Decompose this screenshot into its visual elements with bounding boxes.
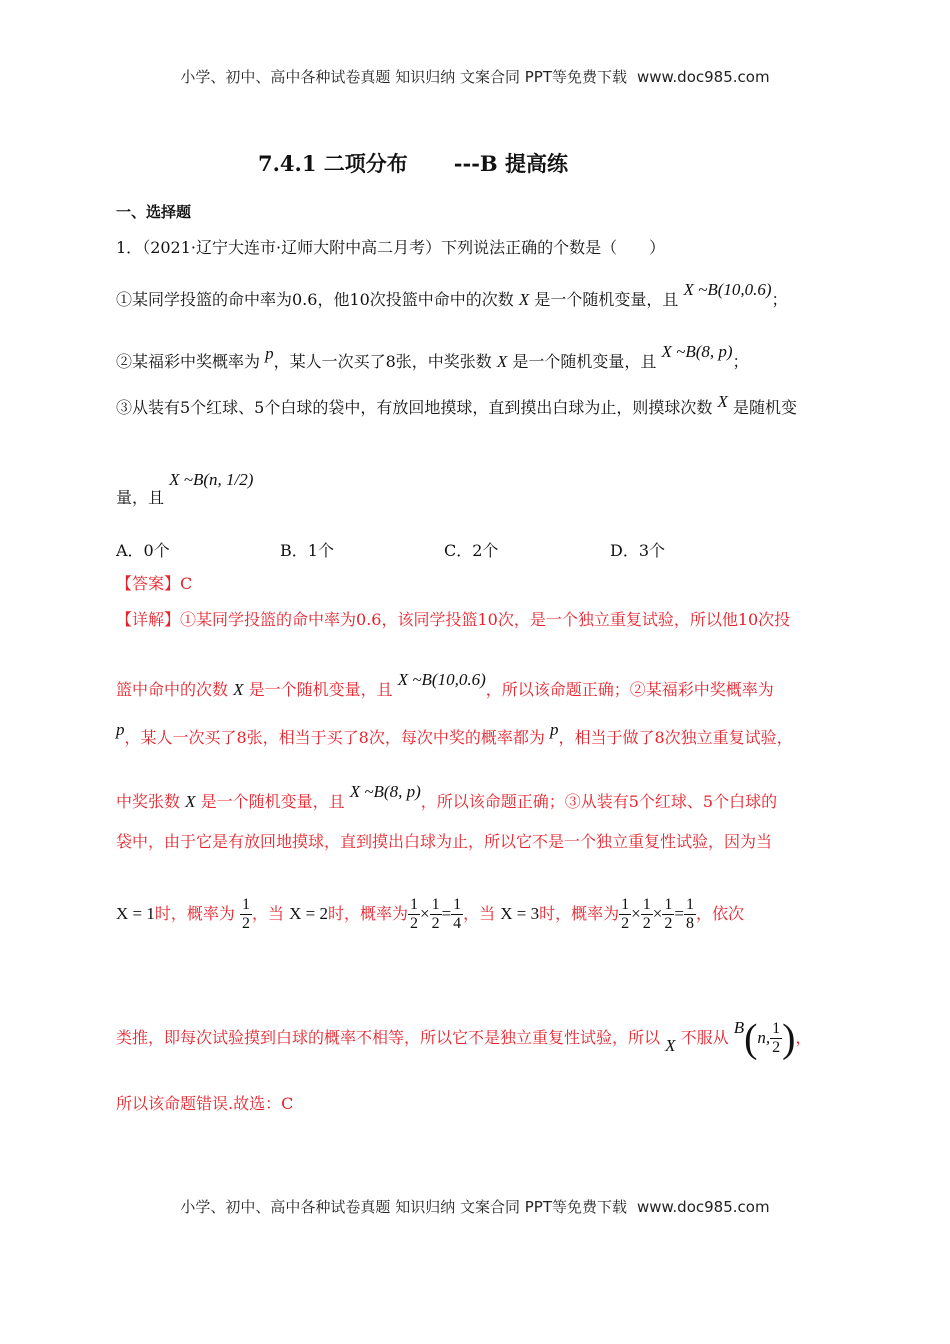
header-url[interactable]: www.doc985.com	[636, 68, 770, 86]
option-a[interactable]: A．0个	[116, 541, 170, 560]
paren-right: )	[782, 1015, 796, 1061]
detail-l4c: ，所以该命题正确；③从装有5个红球、5个白球的	[420, 792, 778, 811]
section-heading: 一、选择题	[116, 203, 192, 221]
footer-url[interactable]: www.doc985.com	[636, 1198, 770, 1216]
item3-text-a: ③从装有5个红球、5个白球的袋中，有放回地摸球，直到摸出白球为止，则摸球次数	[116, 398, 713, 417]
var-x: X	[518, 290, 530, 309]
detail-line-7	[116, 1008, 812, 1066]
question-stem-text: （2021·辽宁大连市·辽师大附中高二月考）下列说法正确的个数是（ ）	[142, 238, 666, 257]
fraction-one-quarter: $\frac{1}{4}$	[453, 896, 462, 932]
var-p: p	[549, 720, 559, 739]
detail-line-5: 袋中，由于它是有放回地摸球，直到摸出白球为止，所以它不是一个独立重复性试验，因为当	[116, 832, 773, 851]
detail-l2b: 是一个随机变量，且	[248, 680, 393, 699]
option-b[interactable]: B．1个	[280, 541, 334, 560]
detail-formula-1: X ~B(10,0.6)	[397, 670, 486, 689]
var-x: X	[233, 680, 244, 699]
detail-l7c: ，	[795, 1028, 812, 1047]
detail-tag: 【详解】	[116, 610, 181, 629]
question-item-3-cont	[116, 460, 253, 518]
fraction-one-half: $\frac{1}{2}$	[409, 896, 418, 932]
answer-line	[116, 574, 192, 594]
option-d[interactable]: D．3个	[610, 541, 666, 560]
fraction-one-half: $\frac{1}{2}$	[772, 1020, 781, 1056]
page-header	[0, 66, 950, 87]
question-stem	[116, 238, 665, 258]
fraction-one-half: $\frac{1}{2}$	[241, 896, 250, 932]
formula-x-eq-3: X = 3	[500, 904, 540, 923]
question-item-3	[116, 392, 797, 418]
var-x: X	[717, 392, 728, 411]
detail-line-1	[116, 610, 790, 630]
detail-l2a: 篮中命中的次数	[116, 680, 229, 699]
item2-text-c: 是一个随机变量，且	[512, 352, 657, 371]
question-number: 1．	[116, 238, 143, 257]
detail-l7a: 类推，即每次试验摸到白球的概率不相等，所以它不是独立重复性试验，所以	[116, 1028, 661, 1047]
detail-l1: ①某同学投篮的命中率为0.6，该同学投篮10次，是一个独立重复试验，所以他10次投	[180, 610, 791, 629]
item2-text-a: ②某福彩中奖概率为	[116, 352, 261, 371]
item2-end: ；	[732, 352, 749, 371]
var-x: X	[185, 792, 196, 811]
detail-l3a: ，某人一次买了8张，相当于买了8次，每次中奖的概率都为	[124, 728, 545, 747]
detail-line-8: 所以该命题错误.故选：C	[116, 1094, 294, 1113]
header-text: 小学、初中、高中各种试卷真题 知识归纳 文案合同 PPT等免费下载	[180, 68, 627, 86]
question-item-1	[116, 280, 788, 310]
detail-line-3	[116, 720, 793, 748]
detail-formula-2: X ~B(8, p)	[349, 782, 421, 801]
detail-line-4	[116, 782, 777, 812]
title-main: 7.4.1 二项分布	[258, 151, 408, 176]
item3-text-c: 量，且	[116, 488, 165, 507]
detail-line-6: X = 1时，概率为 $\frac{1}{2}$ ，当 X = 2时，概率为 $\frac{1}{2}$ × $\frac{1}{2}$ = $\frac{1}{4}$ ，当 X = 3时，概率为 $\frac{1}{2}$ × $\frac{1}{2}$ × $\frac{1}{2}$ = $\frac{1}{8}$ ，依次	[116, 896, 744, 932]
detail-l4b: 是一个随机变量，且	[200, 792, 345, 811]
item2-text-b: ，某人一次买了8张，中奖张数	[273, 352, 492, 371]
formula-x-eq-2: X = 2	[289, 904, 328, 923]
detail-line-2	[116, 670, 774, 700]
var-p: p	[265, 344, 274, 363]
var-p: p	[116, 720, 125, 739]
paren-left: (	[744, 1015, 758, 1061]
title-sub: ---B 提高练	[453, 151, 568, 176]
detail-l4a: 中奖张数	[116, 792, 181, 811]
page-footer	[0, 1196, 950, 1217]
item3-text-b: 是随机变	[732, 398, 797, 417]
detail-l7b: 不服从	[680, 1028, 729, 1047]
footer-text: 小学、初中、高中各种试卷真题 知识归纳 文案合同 PPT等免费下载	[180, 1198, 627, 1216]
answer-value: C	[180, 574, 193, 593]
fraction-one-half: $\frac{1}{2}$	[621, 896, 630, 932]
fraction-one-eighth: $\frac{1}{8}$	[685, 896, 694, 932]
var-b: B	[733, 1018, 745, 1037]
option-c[interactable]: C．2个	[444, 541, 499, 560]
detail-l3b: ，相当于做了8次独立重复试验，	[558, 728, 793, 747]
formula-x-eq-1: X = 1	[116, 904, 155, 923]
detail-l6f: ，依次	[695, 904, 744, 923]
detail-l6a: 时，概率为	[154, 904, 235, 923]
var-x: X	[665, 1036, 676, 1055]
var-n: n,	[757, 1028, 771, 1047]
item3-formula: X ~B(n, 1/2)	[169, 470, 254, 489]
answer-tag: 【答案】	[116, 574, 181, 593]
item1-end: ；	[771, 290, 788, 309]
detail-l6e: 时，概率为	[539, 904, 620, 923]
var-x: X	[496, 352, 508, 371]
fraction-one-half: $\frac{1}{2}$	[431, 896, 440, 932]
detail-l6d: ，当	[463, 904, 496, 923]
fraction-one-half: $\frac{1}{2}$	[664, 896, 673, 932]
detail-l6b: ，当	[251, 904, 284, 923]
page-title	[258, 148, 568, 178]
item1-formula: X ~B(10,0.6)	[683, 280, 772, 299]
detail-l6c: 时，概率为	[327, 904, 408, 923]
question-item-2	[116, 342, 749, 372]
item1-text-a: ①某同学投篮的命中率为0.6，他10次投篮中命中的次数	[116, 290, 514, 309]
item1-text-b: 是一个随机变量，且	[534, 290, 679, 309]
fraction-one-half: $\frac{1}{2}$	[642, 896, 651, 932]
detail-l2c: ，所以该命题正确；②某福彩中奖概率为	[485, 680, 774, 699]
item2-formula: X ~B(8, p)	[661, 342, 733, 361]
